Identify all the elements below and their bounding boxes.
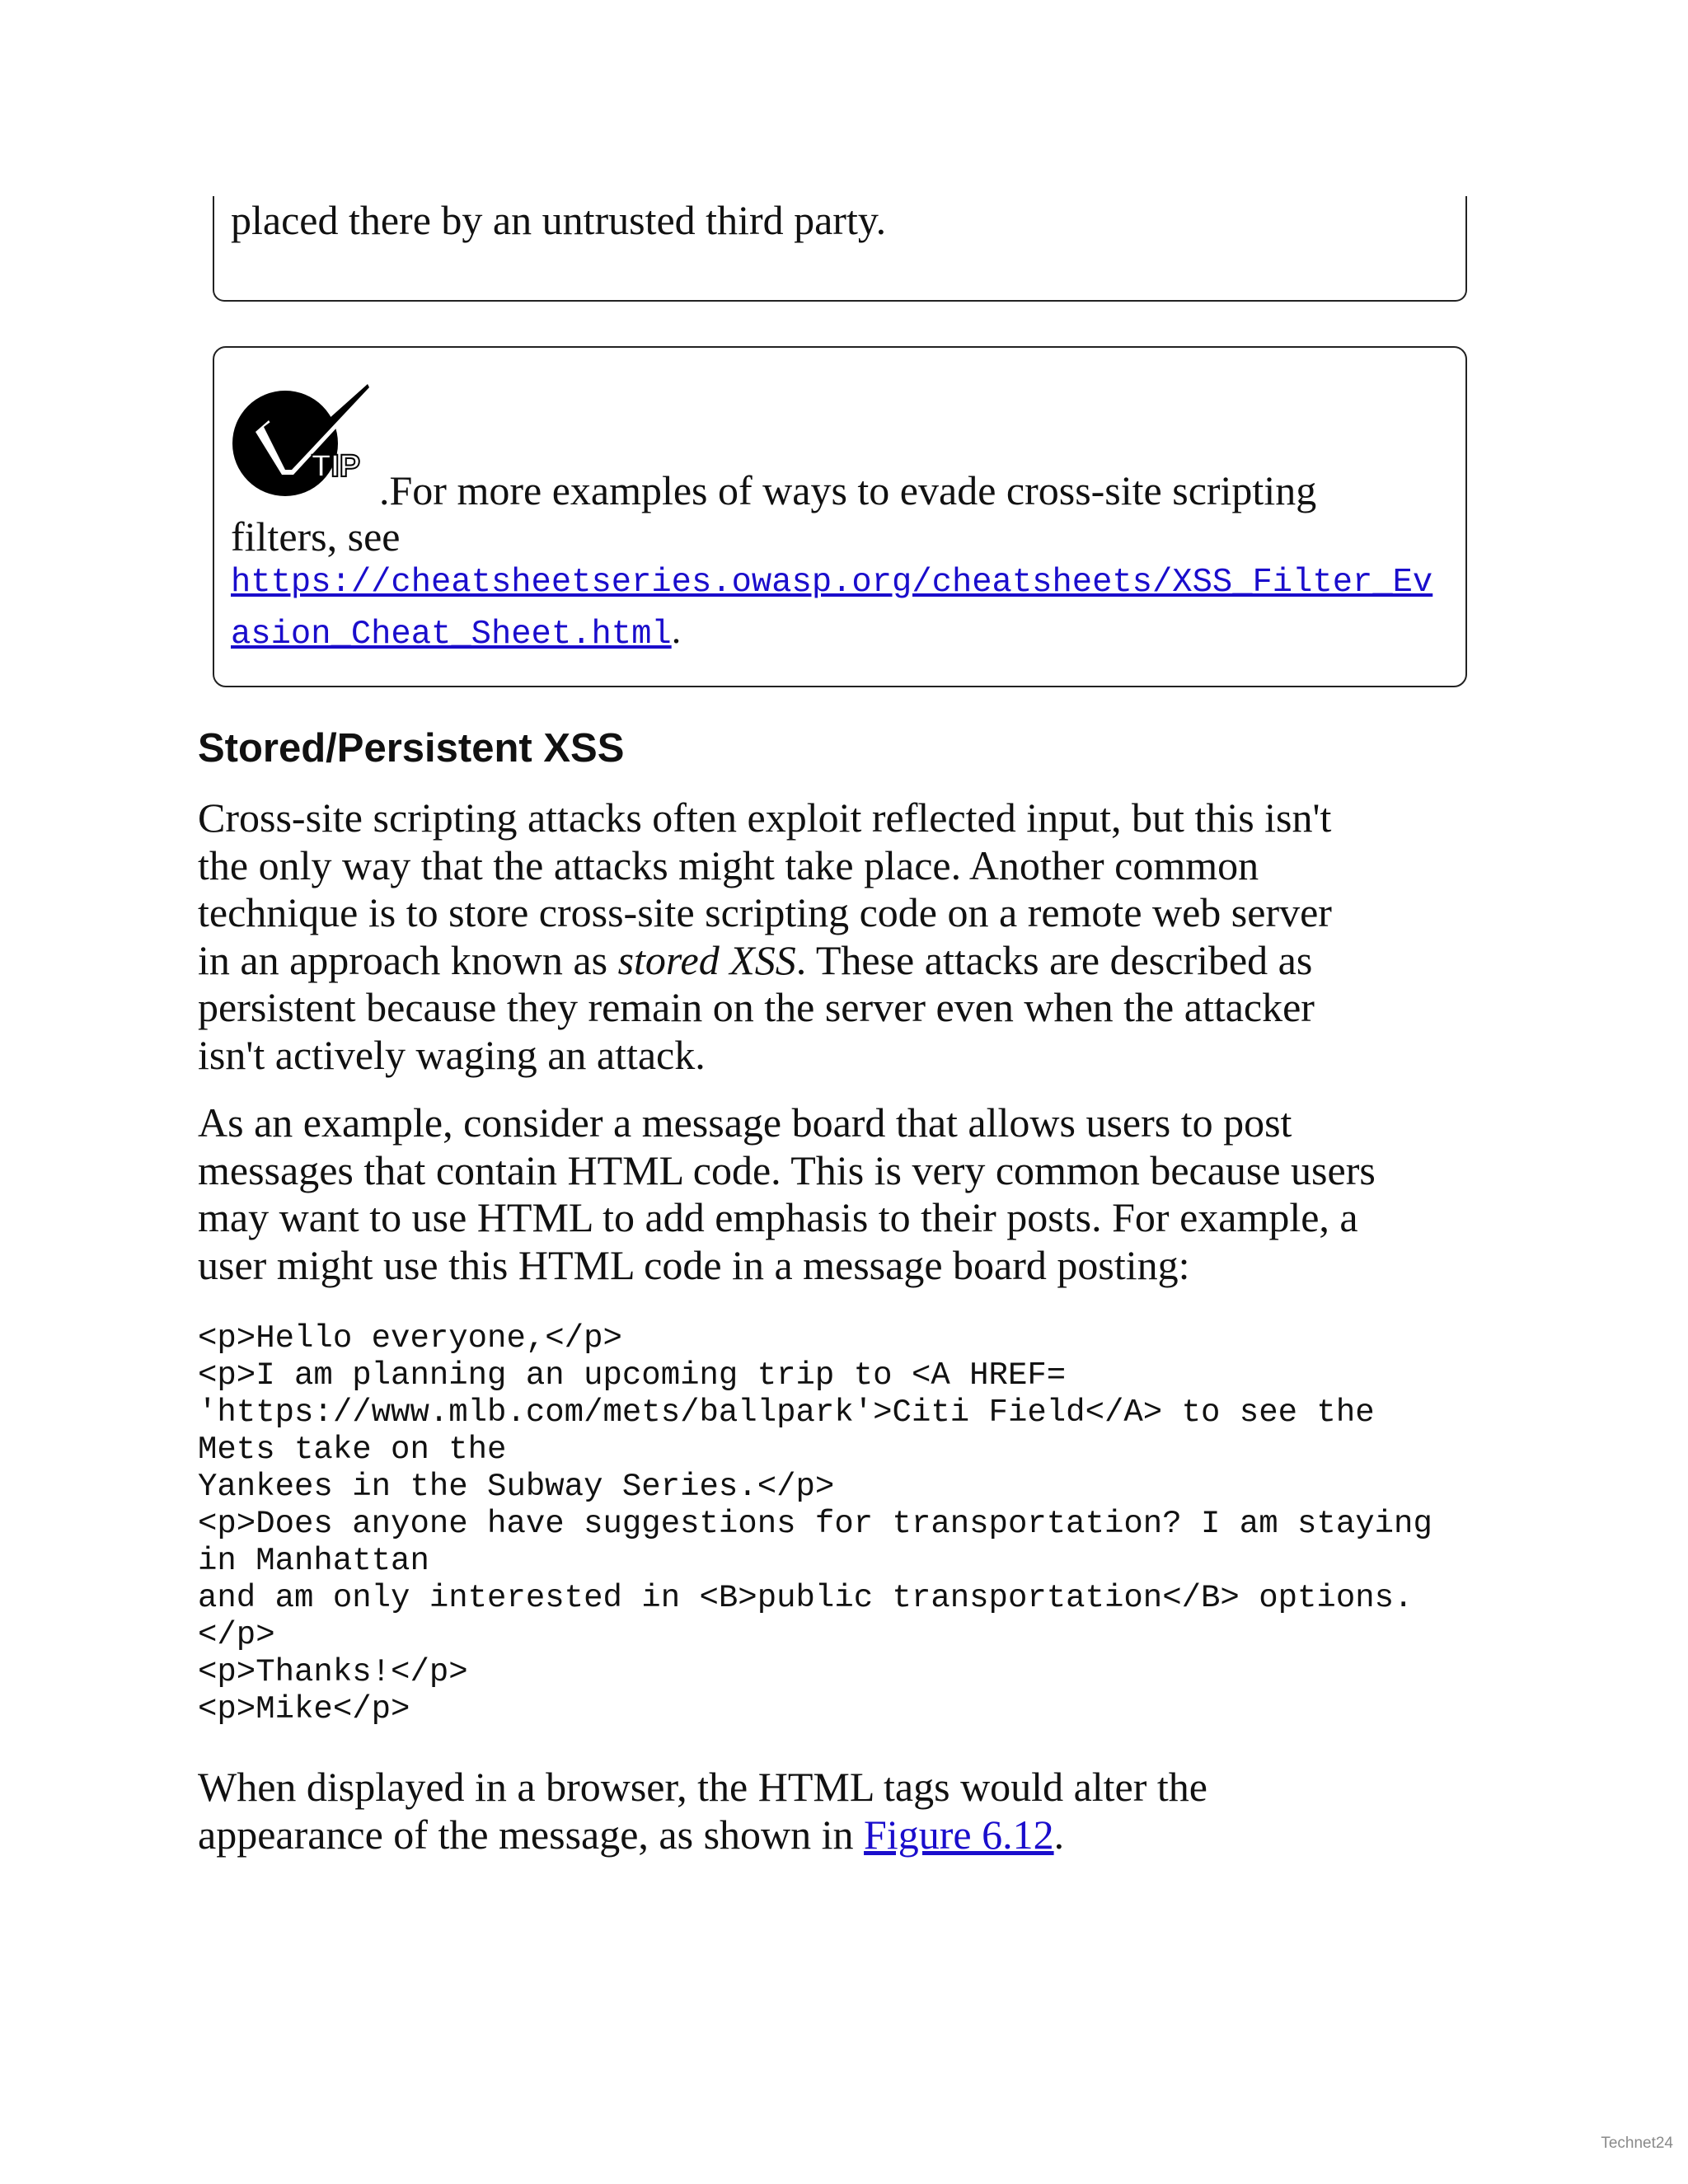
code-line: Mets take on the: [198, 1432, 507, 1468]
callout-text: placed there by an untrusted third party.: [231, 197, 887, 243]
text-line: [198, 1811, 1550, 1859]
tip-link-suffix: .: [671, 609, 682, 651]
code-line: <p>I am planning an upcoming trip to <A HREF=: [198, 1357, 1067, 1394]
text-line: [198, 937, 1550, 985]
tip-text-line2: filters, see: [231, 513, 401, 560]
code-listing: [198, 1320, 1432, 1728]
text-segment: . These attacks are described as: [795, 936, 1313, 983]
text-line: messages that contain HTML code. This is very common because users: [198, 1146, 1376, 1193]
text-line: When displayed in a browser, the HTML tags would alter the: [198, 1764, 1207, 1810]
tip-checkmark-icon: [231, 384, 379, 508]
paragraph-stored-xss: [198, 794, 1550, 1080]
emphasis-term: stored XSS: [617, 936, 796, 983]
code-line: </p>: [198, 1617, 275, 1653]
svg-text:TIP: TIP: [312, 449, 361, 484]
paragraph-browser-display: [198, 1764, 1550, 1858]
text-line: may want to use HTML to add emphasis to their posts. For example, a: [198, 1194, 1358, 1241]
callout-box-continued: [213, 196, 1467, 302]
section-heading: Stored/Persistent XSS: [198, 726, 625, 771]
text-line: the only way that the attacks might take place. Another common: [198, 841, 1259, 888]
code-line: <p>Does anyone have suggestions for transportation? I am staying: [198, 1506, 1432, 1542]
code-line: <p>Hello everyone,</p>: [198, 1320, 622, 1357]
owasp-cheatsheet-link[interactable]: https://cheatsheetseries.owasp.org/cheatsheets/XSS_Filter_Evasion_Cheat_Sheet.html: [231, 564, 1433, 654]
text-line: Cross-site scripting attacks often exploit reflected input, but this isn't: [198, 794, 1332, 841]
text-segment: in an approach known as: [198, 936, 618, 983]
tip-callout-box: [213, 346, 1467, 687]
code-line: 'https://www.mlb.com/mets/ballpark'>Citi Field</A> to see the: [198, 1394, 1375, 1431]
text-line: As an example, consider a message board that allows users to post: [198, 1099, 1292, 1146]
text-line: persistent because they remain on the server even when the attacker: [198, 984, 1315, 1031]
code-line: <p>Mike</p>: [198, 1691, 410, 1727]
text-line: isn't actively waging an attack.: [198, 1031, 706, 1078]
code-line: <p>Thanks!</p>: [198, 1654, 468, 1690]
watermark: Technet24: [1601, 2135, 1673, 2152]
code-line: and am only interested in <B>public transportation</B> options.: [198, 1580, 1414, 1616]
tip-text-line1: .For more examples of ways to evade cross-site scripting: [379, 467, 1317, 513]
code-line: in Manhattan: [198, 1543, 429, 1579]
code-line: Yankees in the Subway Series.</p>: [198, 1469, 835, 1505]
text-line: user might use this HTML code in a message board posting:: [198, 1241, 1190, 1288]
text-segment: appearance of the message, as shown in: [198, 1811, 865, 1858]
figure-6-12-link[interactable]: Figure 6.12: [864, 1811, 1054, 1858]
text-line: technique is to store cross-site scripting code on a remote web server: [198, 889, 1332, 936]
text-segment: .: [1053, 1811, 1065, 1858]
paragraph-message-board: [198, 1099, 1550, 1289]
tip-link-container: [231, 559, 1451, 658]
